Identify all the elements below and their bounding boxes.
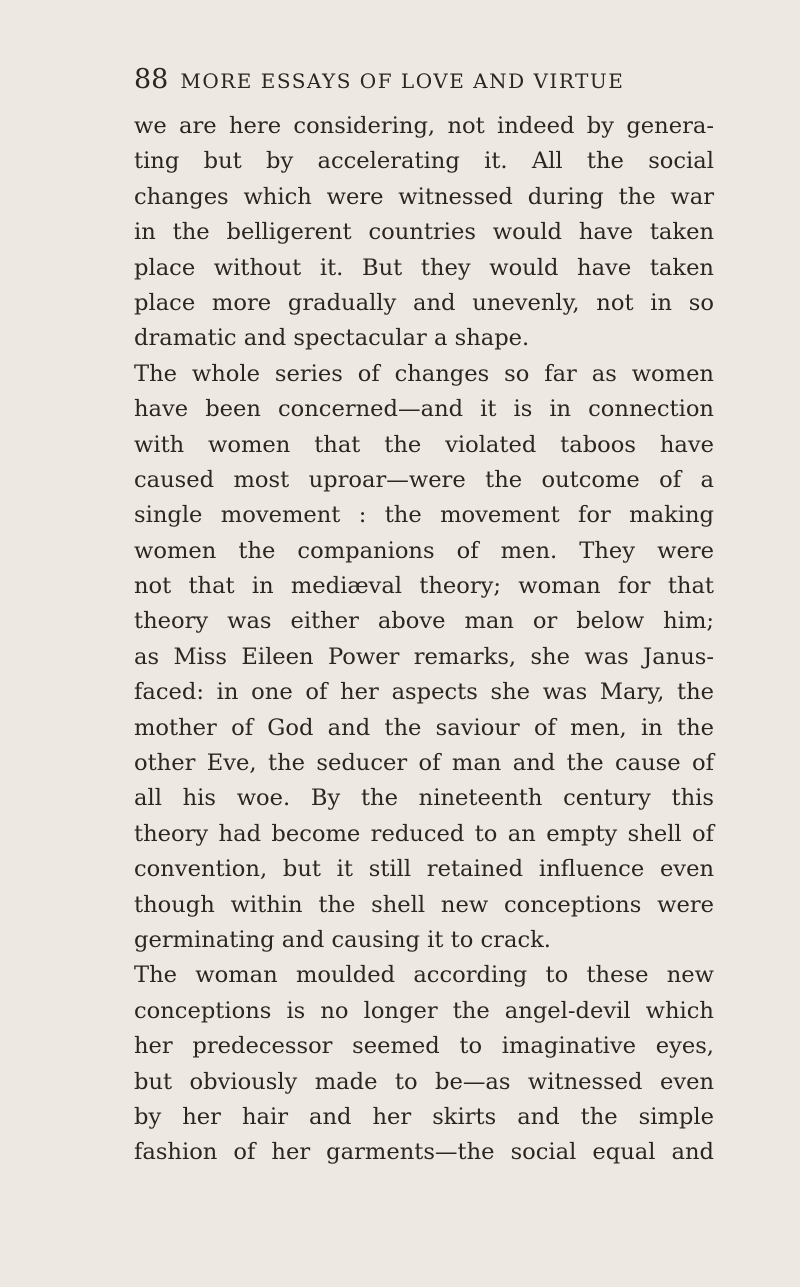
text-line: in the belligerent countries would have taken: [134, 219, 714, 246]
text-line: have been concerned—and it is in connection: [134, 396, 714, 423]
text-line: place without it. But they would have taken: [134, 254, 714, 281]
text-line: other Eve, the seducer of man and the cause of: [134, 750, 714, 777]
text-line: The whole series of changes so far as women: [134, 360, 714, 387]
text-line: not that in mediæval theory; woman for that: [134, 573, 714, 600]
text-line: mother of God and the saviour of men, in the: [134, 714, 714, 741]
text-line: theory was either above man or below him;: [134, 608, 714, 635]
page-number: 88: [134, 64, 169, 95]
text-line: single movement : the movement for making: [134, 502, 714, 529]
text-line: with women that the violated taboos have: [134, 431, 714, 458]
text-line: all his woe. By the nineteenth century this: [134, 785, 714, 812]
text-line: dramatic and spectacular a shape.: [134, 325, 530, 352]
text-line: convention, but it still retained influence even: [134, 856, 714, 883]
text-line: germinating and causing it to crack.: [134, 926, 551, 953]
text-line: as Miss Eileen Power remarks, she was Janus-: [134, 643, 714, 670]
text-line: theory had become reduced to an empty shell of: [134, 820, 714, 847]
text-line: changes which were witnessed during the war: [134, 183, 714, 210]
text-line: The woman moulded according to these new: [134, 962, 714, 989]
text-line: by her hair and her skirts and the simple: [134, 1103, 714, 1130]
text-line: faced: in one of her aspects she was Mary, the: [134, 679, 714, 706]
running-head: [134, 64, 724, 95]
text-line: her predecessor seemed to imaginative eyes,: [134, 1033, 714, 1060]
book-title: MORE ESSAYS OF LOVE AND VIRTUE: [180, 69, 625, 93]
text-line: fashion of her garments—the social equal and: [134, 1139, 714, 1166]
text-line: caused most uproar—were the outcome of a: [134, 466, 714, 493]
text-line: though within the shell new conceptions were: [134, 891, 714, 918]
text-line: conceptions is no longer the angel-devil which: [134, 997, 714, 1024]
text-line: ting but by accelerating it. All the social: [134, 148, 714, 175]
body-text: [134, 109, 714, 1171]
text-line: women the companions of men. They were: [134, 537, 714, 564]
text-line: place more gradually and unevenly, not in so: [134, 289, 714, 316]
text-line: but obviously made to be—as witnessed even: [134, 1068, 714, 1095]
text-line: we are here considering, not indeed by genera-: [134, 113, 714, 139]
